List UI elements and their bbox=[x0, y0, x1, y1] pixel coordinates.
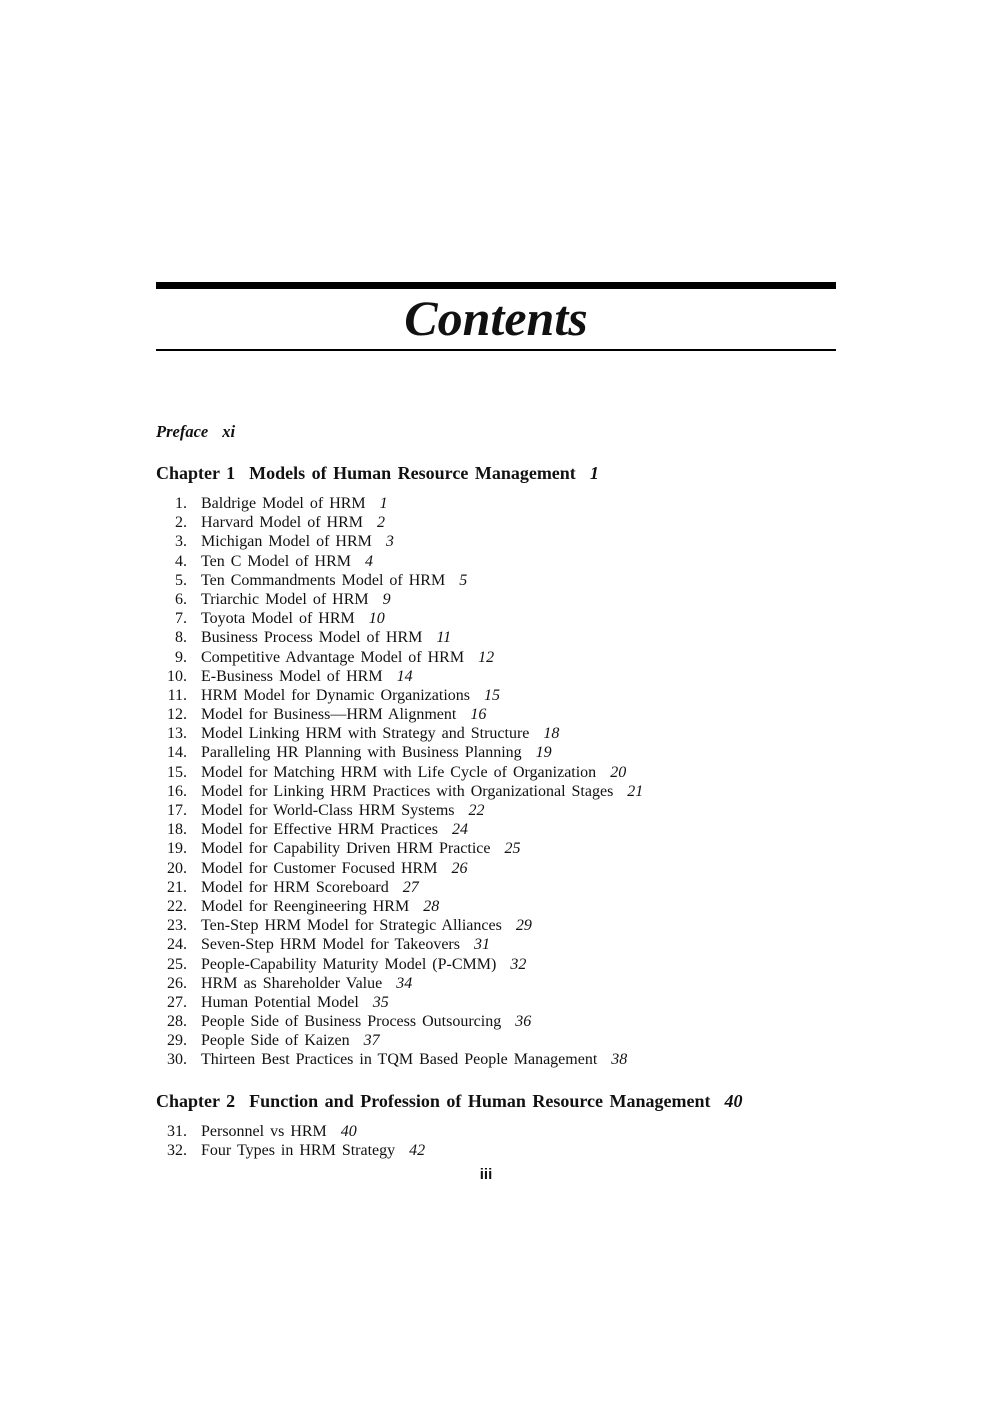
entry-number: 10. bbox=[167, 667, 187, 685]
entry-number: 8. bbox=[175, 629, 187, 647]
entry-page-number: 18 bbox=[543, 725, 560, 743]
toc-entry[interactable] bbox=[156, 571, 643, 590]
entry-title: HRM Model for Dynamic Organizations bbox=[201, 686, 470, 704]
toc-entry[interactable] bbox=[156, 782, 643, 801]
toc-entry[interactable] bbox=[156, 974, 643, 993]
entry-title: Model for Matching HRM with Life Cycle of Organization bbox=[201, 763, 597, 781]
chapter-label: Chapter 2 bbox=[156, 1091, 236, 1111]
toc-entry[interactable] bbox=[156, 993, 643, 1012]
toc-entry[interactable] bbox=[156, 897, 643, 916]
entry-title: Competitive Advantage Model of HRM bbox=[201, 648, 465, 666]
toc-entry[interactable] bbox=[156, 705, 643, 724]
entry-page-number: 28 bbox=[423, 897, 440, 915]
title-bottom-rule bbox=[156, 349, 836, 351]
entry-number: 27. bbox=[167, 993, 187, 1011]
entry-page-number: 14 bbox=[396, 667, 413, 685]
entry-page-number: 11 bbox=[436, 629, 452, 647]
chapter-label: Chapter 1 bbox=[156, 463, 236, 483]
toc-entry[interactable] bbox=[156, 955, 643, 974]
entry-title: People-Capability Maturity Model (P-CMM) bbox=[201, 955, 497, 973]
entry-number: 14. bbox=[167, 744, 187, 762]
entry-title: Personnel vs HRM bbox=[201, 1123, 327, 1140]
entry-title: Model for HRM Scoreboard bbox=[201, 878, 389, 896]
entry-number: 13. bbox=[167, 725, 187, 743]
toc-entry[interactable] bbox=[156, 935, 643, 954]
entry-number: 22. bbox=[167, 897, 187, 915]
toc-entry[interactable] bbox=[156, 628, 643, 647]
toc-entry[interactable] bbox=[156, 667, 643, 686]
entry-number: 9. bbox=[175, 648, 187, 666]
toc-entry[interactable] bbox=[156, 648, 643, 667]
page-folio: iii bbox=[479, 1166, 493, 1183]
toc-chapter-heading[interactable] bbox=[156, 1091, 743, 1112]
entry-title: Model for World-Class HRM Systems bbox=[201, 802, 455, 819]
page-title: Contents bbox=[404, 290, 588, 346]
entry-page-number: 37 bbox=[363, 1032, 380, 1050]
entry-title: Toyota Model of HRM bbox=[201, 610, 355, 628]
entry-number: 11. bbox=[167, 686, 187, 704]
toc-entry[interactable] bbox=[156, 763, 643, 782]
entry-title: Harvard Model of HRM bbox=[201, 514, 363, 532]
entry-number: 2. bbox=[175, 514, 187, 532]
entry-number: 30. bbox=[167, 1051, 187, 1069]
toc-entry[interactable] bbox=[156, 724, 643, 743]
toc-entry[interactable] bbox=[156, 532, 643, 551]
toc-entry[interactable] bbox=[156, 743, 643, 762]
entry-page-number: 1 bbox=[379, 495, 388, 512]
title-top-rule bbox=[156, 282, 836, 289]
entry-title: E-Business Model of HRM bbox=[201, 667, 383, 685]
entry-number: 12. bbox=[167, 706, 187, 724]
entry-number: 18. bbox=[167, 821, 187, 839]
toc-entry[interactable] bbox=[156, 801, 643, 820]
toc-entry[interactable] bbox=[156, 494, 643, 513]
entry-page-number: 29 bbox=[515, 917, 532, 935]
entry-number: 16. bbox=[167, 782, 187, 800]
toc-entry[interactable] bbox=[156, 1031, 643, 1050]
entry-page-number: 27 bbox=[402, 878, 419, 896]
entry-page-number: 10 bbox=[368, 610, 385, 628]
entry-title: Model Linking HRM with Strategy and Structure bbox=[201, 725, 530, 743]
entry-page-number: 22 bbox=[468, 802, 485, 819]
entry-number: 20. bbox=[167, 859, 187, 877]
entry-title: Model for Capability Driven HRM Practice bbox=[201, 840, 491, 858]
toc-entry[interactable] bbox=[156, 1012, 643, 1031]
toc-entry[interactable] bbox=[156, 839, 643, 858]
toc-entry[interactable] bbox=[156, 878, 643, 897]
entry-page-number: 3 bbox=[385, 533, 394, 551]
entry-page-number: 9 bbox=[382, 590, 391, 608]
entry-title: Model for Effective HRM Practices bbox=[201, 821, 438, 839]
entry-page-number: 15 bbox=[484, 686, 500, 704]
entry-page-number: 25 bbox=[504, 840, 521, 858]
entry-page-number: 26 bbox=[451, 859, 468, 877]
toc-entry[interactable] bbox=[156, 859, 643, 878]
entry-title: Seven-Step HRM Model for Takeovers bbox=[201, 936, 460, 954]
entry-page-number: 24 bbox=[451, 821, 468, 839]
entry-page-number: 34 bbox=[396, 974, 413, 992]
entry-page-number: 35 bbox=[372, 993, 389, 1011]
entry-title: Model for Reengineering HRM bbox=[201, 897, 410, 915]
entry-title: Triarchic Model of HRM bbox=[201, 590, 369, 608]
entry-page-number: 42 bbox=[409, 1142, 426, 1160]
entry-page-number: 31 bbox=[473, 936, 490, 954]
entry-title: Ten-Step HRM Model for Strategic Alliances bbox=[201, 917, 502, 935]
entry-title: Model for Customer Focused HRM bbox=[201, 859, 438, 877]
entry-number: 15. bbox=[167, 763, 187, 781]
toc-entry[interactable] bbox=[156, 820, 643, 839]
entry-number: 24. bbox=[167, 936, 187, 954]
preface-page-number: xi bbox=[222, 422, 236, 441]
entry-title: Human Potential Model bbox=[201, 993, 359, 1011]
entry-page-number: 4 bbox=[364, 552, 373, 570]
entry-number: 26. bbox=[167, 974, 187, 992]
toc-chapter-heading[interactable] bbox=[156, 463, 599, 484]
entry-page-number: 19 bbox=[535, 744, 552, 762]
entry-title: Paralleling HR Planning with Business Planning bbox=[201, 744, 522, 762]
entry-title: Michigan Model of HRM bbox=[201, 533, 372, 551]
toc-entry[interactable] bbox=[156, 552, 643, 571]
entry-number: 17. bbox=[167, 802, 187, 819]
entry-title: People Side of Business Process Outsourcing bbox=[201, 1013, 502, 1031]
toc-entry[interactable] bbox=[156, 609, 643, 628]
toc-entry[interactable] bbox=[156, 590, 643, 609]
toc-entry[interactable] bbox=[156, 686, 643, 705]
chapter-1-entry-list bbox=[156, 494, 643, 1070]
toc-entry[interactable] bbox=[156, 916, 643, 935]
entry-title: HRM as Shareholder Value bbox=[201, 974, 383, 992]
entry-number: 3. bbox=[175, 533, 187, 551]
entry-page-number: 20 bbox=[610, 763, 627, 781]
toc-entry[interactable] bbox=[156, 1141, 425, 1160]
entry-number: 23. bbox=[167, 917, 187, 935]
entry-title: Business Process Model of HRM bbox=[201, 629, 423, 647]
entry-number: 31. bbox=[167, 1123, 187, 1140]
entry-page-number: 40 bbox=[340, 1123, 357, 1140]
entry-number: 21. bbox=[167, 878, 187, 896]
entry-number: 5. bbox=[175, 571, 187, 589]
chapter-page-number: 1 bbox=[589, 463, 599, 483]
entry-number: 32. bbox=[167, 1142, 187, 1160]
chapter-2-entry-list bbox=[156, 1122, 425, 1160]
toc-preface-entry[interactable] bbox=[156, 422, 235, 442]
entry-title: Ten C Model of HRM bbox=[201, 552, 351, 570]
entry-number: 4. bbox=[175, 552, 187, 570]
entry-title: People Side of Kaizen bbox=[201, 1032, 350, 1050]
toc-entry[interactable] bbox=[156, 1050, 643, 1069]
entry-number: 28. bbox=[167, 1013, 187, 1031]
entry-page-number: 16 bbox=[470, 706, 487, 724]
entry-number: 19. bbox=[167, 840, 187, 858]
entry-title: Model for Linking HRM Practices with Organizational Stages bbox=[201, 782, 614, 800]
chapter-title: Function and Profession of Human Resource Management bbox=[249, 1091, 711, 1111]
entry-page-number: 38 bbox=[611, 1051, 628, 1069]
entry-page-number: 12 bbox=[478, 648, 495, 666]
entry-number: 1. bbox=[175, 495, 187, 512]
entry-number: 6. bbox=[175, 590, 187, 608]
entry-page-number: 5 bbox=[459, 571, 468, 589]
entry-page-number: 36 bbox=[515, 1013, 532, 1031]
chapter-page-number: 40 bbox=[724, 1091, 743, 1111]
entry-number: 25. bbox=[167, 955, 187, 973]
entry-title: Model for Business—HRM Alignment bbox=[201, 706, 457, 724]
entry-page-number: 32 bbox=[510, 955, 527, 973]
entry-number: 29. bbox=[167, 1032, 187, 1050]
entry-title: Baldrige Model of HRM bbox=[201, 495, 366, 512]
entry-title: Thirteen Best Practices in TQM Based People Management bbox=[201, 1051, 598, 1069]
toc-entry[interactable] bbox=[156, 513, 643, 532]
entry-title: Four Types in HRM Strategy bbox=[201, 1142, 396, 1160]
entry-title: Ten Commandments Model of HRM bbox=[201, 571, 446, 589]
chapter-title: Models of Human Resource Management bbox=[249, 463, 576, 483]
entry-number: 7. bbox=[175, 610, 187, 628]
toc-entry[interactable] bbox=[156, 1122, 425, 1141]
preface-label: Preface bbox=[156, 422, 209, 441]
entry-page-number: 21 bbox=[627, 782, 644, 800]
entry-page-number: 2 bbox=[376, 514, 385, 532]
